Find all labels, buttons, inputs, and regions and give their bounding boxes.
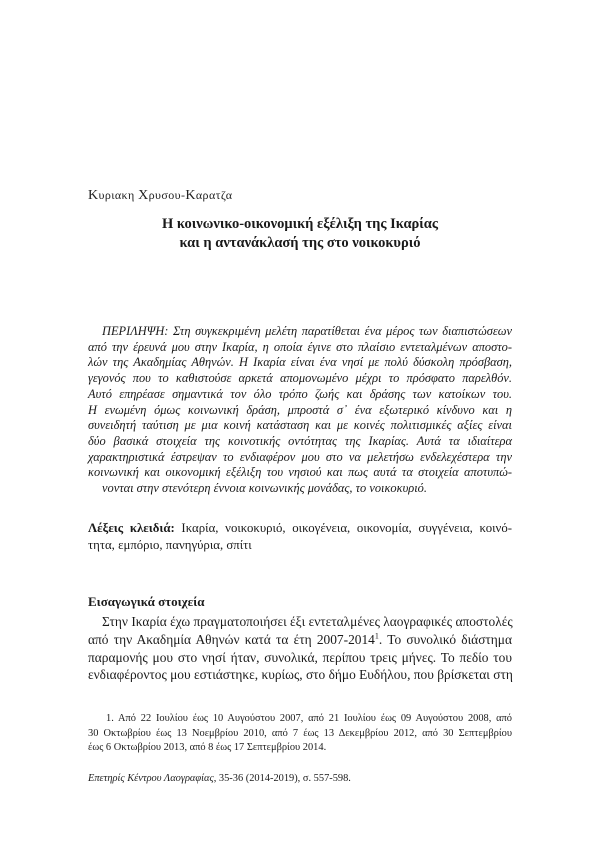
journal-name: Επετηρίς Κέντρου Λαογραφίας (88, 773, 214, 784)
footnote-ref[interactable]: 1 (374, 631, 379, 641)
abstract-line: ΠΕΡΙΛΗΨΗ: Στη συγκεκριμένη μελέτη παρατίθεται ένα μέρος των διαπιστώσεων (102, 324, 512, 338)
body-text (88, 613, 512, 684)
keywords-list-cont: τητα, εμπόριο, πανηγύρια, σπίτι (88, 538, 252, 552)
keywords-list: Ικαρία, νοικοκυριό, οικογένεια, οικονομία, συγγένεια, κοινό- (174, 521, 513, 535)
body-line: παραμονής μου στο νησί ήταν, συνολικά, περίπου τρεις μήνες. Το πεδίο του (88, 649, 512, 665)
abstract-line: λών της Ακαδημίας Αθηνών. Η Ικαρία είναι ένα νησί με πολύ δύσκολη πρόσβαση, (88, 355, 512, 370)
title-line-1: Η κοινωνικο-οικονομική εξέλιξη της Ικαρίας (162, 216, 438, 232)
abstract-line: κοινωνική και οικονομική εξέλιξη του νησιού και πως αυτά τα στοιχεία αποτυπώ- (88, 465, 512, 480)
title-line-2: και η αντανάκλασή της στο νοικοκυριό (179, 235, 421, 251)
abstract-line: γεγονός που το καθιστούσε αρκετά απομονωμένο μέχρι το πρόσφατο παρελθόν. (88, 371, 512, 386)
author-name: Κυριακη Χρυσου-Καρατζα (88, 188, 233, 203)
abstract-line: χαρακτηριστικά έστρεψαν το ενδιαφέρον μου στο να μελετήσω ενδελεχέστερα την (88, 449, 512, 464)
keywords (88, 520, 512, 554)
footnote-line: έως 6 Οκτωβρίου 2013, από 8 έως 17 Σεπτεμβρίου 2014. (88, 742, 327, 753)
abstract-line: συνειδητή ταύτιση με μια κοινή κατάσταση και με κοινές πολιτισμικές αξίες είναι (88, 418, 512, 433)
footnote (88, 712, 512, 756)
abstract-line: Η ενωμένη όμως κοινωνική δράση, μπροστά σ᾽ ένα εξωτερικό κίνδυνο και η (88, 402, 512, 417)
abstract-line: Αυτό επηρέασε σημαντικά τον όλο τρόπο ζωής και δράσης των κατοίκων του. (88, 386, 512, 401)
body-line: από την Ακαδημία Αθηνών κατά τα έτη 2007-2014$^1$. Το συνολικό διάστημα (88, 631, 512, 647)
section-heading: Εισαγωγικά στοιχεία (88, 594, 205, 609)
abstract-line: δύο βασικά στοιχεία της κοινοτικής οντότητας της Ικαρίας. Αυτά τα ιδιαίτερα (88, 433, 512, 448)
abstract-line: από την έρευνά μου στην Ικαρία, η οποία έγινε στο πλαίσιο εντεταλμένων αποστο- (88, 339, 512, 354)
body-line: ενδιαφέροντος μου εστιάστηκε, κυρίως, στο δήμο Ευδήλου, που βρίσκεται στη (88, 667, 513, 683)
footnote-line: 30 Οκτωβρίου έως 13 Νοεμβρίου 2010, από 7 έως 13 Δεκεμβρίου 2012, από 30 Σεπτεμβρίου (88, 727, 512, 739)
footnote-line: 1. Από 22 Ιουλίου έως 10 Αυγούστου 2007, από 21 Ιουλίου έως 09 Αυγούστου 2008, από (106, 713, 512, 724)
journal-citation (88, 773, 351, 784)
journal-details: , 35-36 (2014-2019), σ. 557-598. (213, 773, 351, 784)
article-title (88, 215, 512, 253)
abstract (88, 324, 512, 497)
keywords-label: Λέξεις κλειδιά: (88, 521, 175, 535)
body-line: Στην Ικαρία έχω πραγματοποιήσει έξι εντεταλμένες λαογραφικές αποστολές (102, 614, 513, 629)
abstract-line: νονται στην στενότερη έννοια κοινωνικής μονάδας, το νοικοκυριό. (102, 481, 427, 496)
